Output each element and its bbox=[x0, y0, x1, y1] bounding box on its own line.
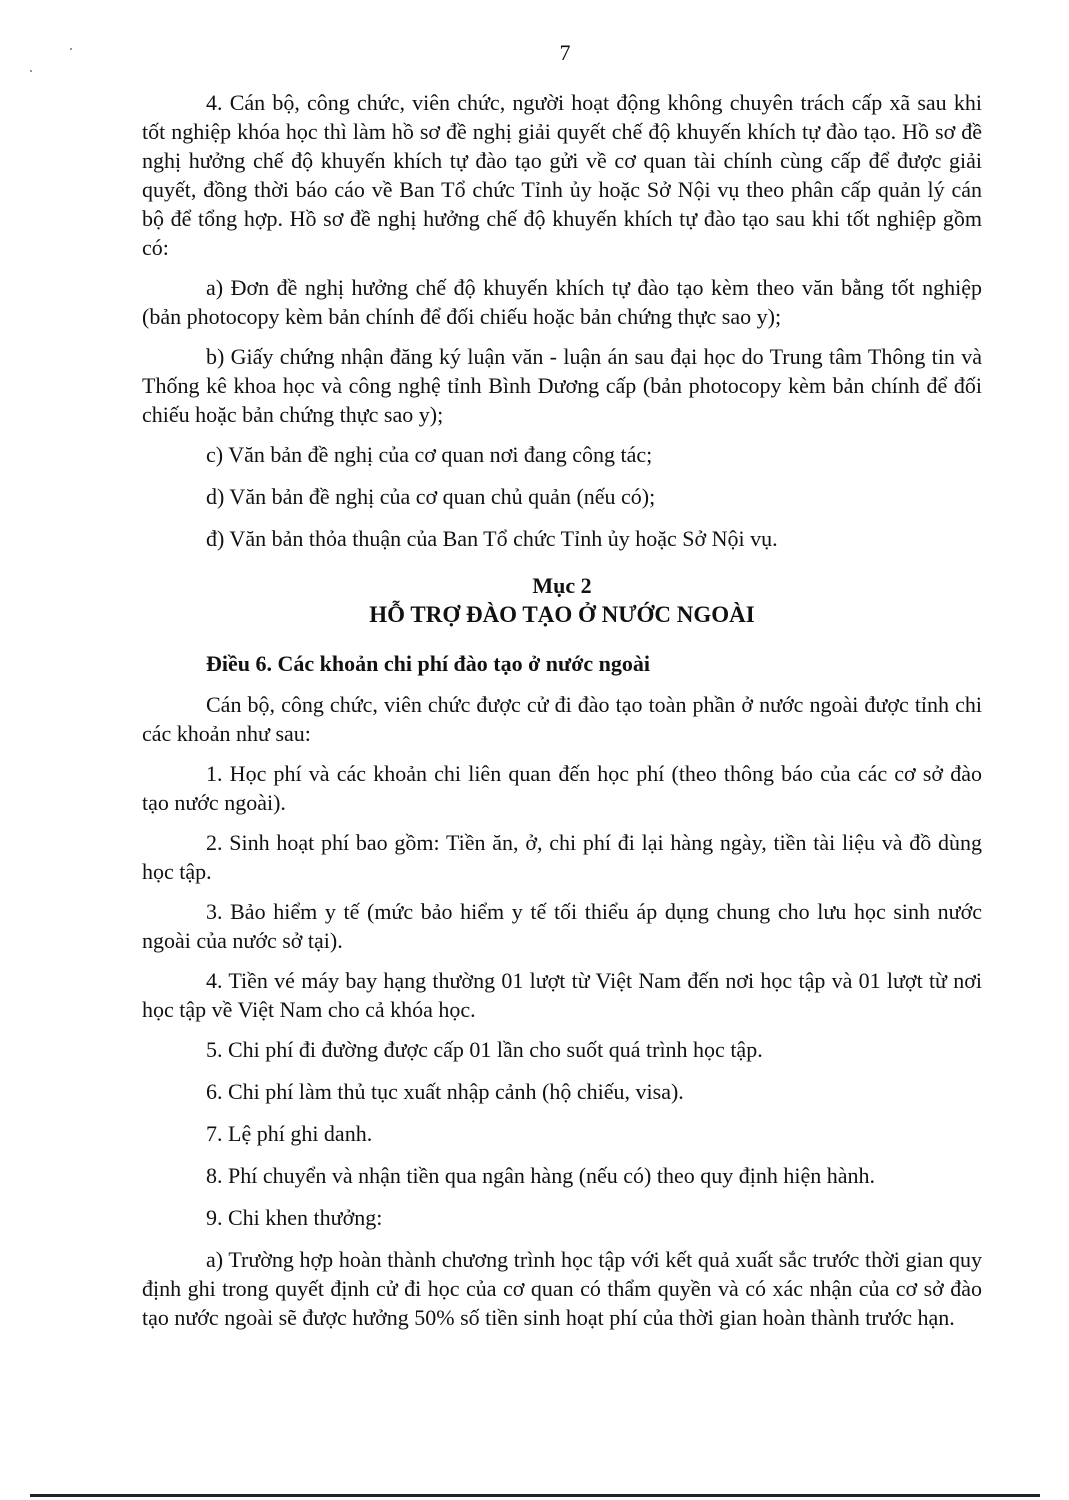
document-body bbox=[142, 88, 982, 1343]
article-item-5: 5. Chi phí đi đường được cấp 01 lần cho suốt quá trình học tập. bbox=[206, 1037, 763, 1062]
section-label: Mục 2 bbox=[532, 573, 592, 598]
bottom-scan-edge bbox=[30, 1494, 1040, 1497]
list-item-dd: đ) Văn bản thỏa thuận của Ban Tổ chức Tỉnh ủy hoặc Sở Nội vụ. bbox=[206, 526, 778, 551]
list-item-a: a) Đơn đề nghị hưởng chế độ khuyến khích tự đào tạo kèm theo văn bằng tốt nghiệp (bản photocopy kèm bản chính để đối chiếu hoặc bản chứng thực sao y); bbox=[142, 275, 982, 329]
article-item-2: 2. Sinh hoạt phí bao gồm: Tiền ăn, ở, chi phí đi lại hàng ngày, tiền tài liệu và đồ dùng học tập. bbox=[142, 830, 982, 884]
article-item-3: 3. Bảo hiểm y tế (mức bảo hiểm y tế tối thiểu áp dụng chung cho lưu học sinh nước ngoài của nước sở tại). bbox=[142, 899, 982, 953]
article-item-9: 9. Chi khen thưởng: bbox=[206, 1205, 383, 1230]
article-item-4: 4. Tiền vé máy bay hạng thường 01 lượt từ Việt Nam đến nơi học tập và 01 lượt từ nơi học tập về Việt Nam cho cả khóa học. bbox=[142, 968, 982, 1022]
paragraph-4-intro: 4. Cán bộ, công chức, viên chức, người hoạt động không chuyên trách cấp xã sau khi tốt nghiệp khóa học thì làm hồ sơ đề nghị giải quyết chế độ khuyến khích tự đào tạo. Hồ sơ đề nghị hưởng chế độ khuyến khích tự đào tạo gửi về cơ quan tài chính cùng cấp để được giải quyết, đồng thời báo cáo về Ban Tổ chức Tỉnh ủy hoặc Sở Nội vụ theo phân cấp quản lý cán bộ để tổng hợp. Hồ sơ đề nghị hưởng chế độ khuyến khích tự đào tạo sau khi tốt nghiệp gồm có: bbox=[142, 90, 982, 260]
list-item-c: c) Văn bản đề nghị của cơ quan nơi đang công tác; bbox=[206, 442, 653, 467]
article-title: Điều 6. Các khoản chi phí đào tạo ở nước ngoài bbox=[206, 651, 651, 676]
article-item-7: 7. Lệ phí ghi danh. bbox=[206, 1121, 373, 1146]
page-number: 7 bbox=[559, 40, 571, 65]
section-title: HỖ TRỢ ĐÀO TẠO Ở NƯỚC NGOÀI bbox=[369, 602, 755, 627]
article-item-6: 6. Chi phí làm thủ tục xuất nhập cảnh (hộ chiếu, visa). bbox=[206, 1079, 684, 1104]
list-item-b: b) Giấy chứng nhận đăng ký luận văn - luận án sau đại học do Trung tâm Thông tin và Thống kê khoa học và công nghệ tỉnh Bình Dương cấp (bản photocopy kèm bản chính để đối chiếu hoặc bản chứng thực sao y); bbox=[142, 344, 982, 427]
article-paragraph-intro: Cán bộ, công chức, viên chức được cử đi đào tạo toàn phần ở nước ngoài được tỉnh chi các khoản như sau: bbox=[142, 692, 982, 746]
article-item-1: 1. Học phí và các khoản chi liên quan đến học phí (theo thông báo của các cơ sở đào tạo nước ngoài). bbox=[142, 761, 982, 815]
article-item-8: 8. Phí chuyển và nhận tiền qua ngân hàng (nếu có) theo quy định hiện hành. bbox=[206, 1163, 876, 1188]
list-item-d: d) Văn bản đề nghị của cơ quan chủ quản (nếu có); bbox=[206, 484, 656, 509]
article-item-9a: a) Trường hợp hoàn thành chương trình học tập với kết quả xuất sắc trước thời gian quy định ghi trong quyết định cử đi học của cơ quan có thẩm quyền và có xác nhận của cơ sở đào tạo nước ngoài sẽ được hưởng 50% số tiền sinh hoạt phí của thời gian hoàn thành trước hạn. bbox=[142, 1247, 982, 1330]
scan-speck bbox=[30, 70, 32, 72]
